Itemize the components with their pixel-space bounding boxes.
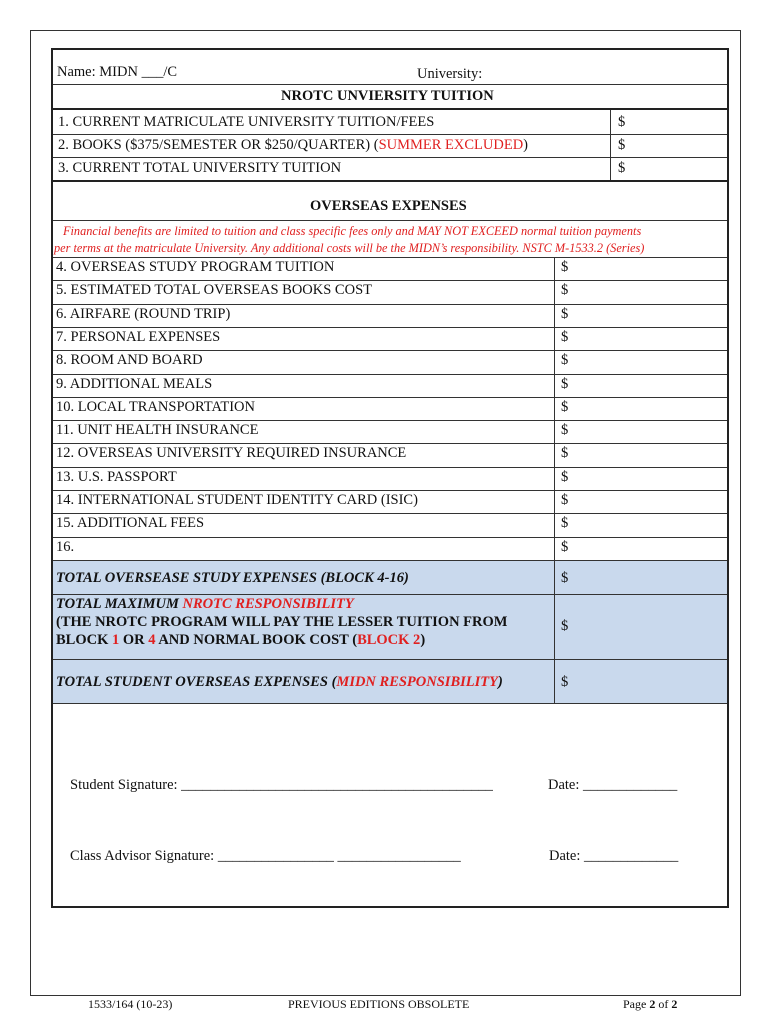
expense-row-amount[interactable]: $	[561, 282, 569, 299]
expense-row-label: 6. AIRFARE (ROUND TRIP)	[56, 305, 231, 322]
expense-row-label: 16.	[56, 538, 75, 555]
expense-row-label: 15. ADDITIONAL FEES	[56, 515, 205, 532]
column-divider	[554, 560, 555, 703]
benefit-notice-line-1: Financial benefits are limited to tuition and class specific fees only and MAY NOT EXCEED normal tuition payments	[63, 224, 642, 238]
divider	[53, 134, 727, 135]
expense-row-amount[interactable]: $	[561, 352, 569, 369]
tuition-row-1-label: 1. CURRENT MATRICULATE UNIVERSITY TUITION/FEES	[58, 114, 435, 130]
divider	[53, 490, 727, 491]
column-divider	[554, 257, 555, 560]
total-overseas-amount[interactable]: $	[561, 570, 569, 586]
university-field-label: University:	[417, 66, 483, 82]
benefit-notice-line-2: per terms at the matriculate University. Any additional costs will be the MIDN’s responsibility. NSTC M-1533.2 (Series)	[54, 241, 645, 255]
divider	[53, 180, 727, 182]
expense-row-amount[interactable]: $	[561, 515, 569, 532]
expense-row-amount[interactable]: $	[561, 398, 569, 415]
expense-row-amount[interactable]: $	[561, 422, 569, 439]
expense-row-amount[interactable]: $	[561, 259, 569, 275]
expense-row-label: 4. OVERSEAS STUDY PROGRAM TUITION	[56, 259, 335, 275]
expense-row-label: 14. INTERNATIONAL STUDENT IDENTITY CARD (ISIC)	[56, 492, 418, 508]
divider	[53, 703, 727, 704]
obsolete-notice: PREVIOUS EDITIONS OBSOLETE	[288, 997, 470, 1011]
expense-row-label: 13. U.S. PASSPORT	[56, 468, 177, 485]
total-max-label: TOTAL MAXIMUM NROTC RESPONSIBILITY	[56, 596, 354, 612]
student-date-field[interactable]: Date: _____________	[548, 777, 678, 793]
divider	[53, 659, 727, 660]
tuition-row-3-label: 3. CURRENT TOTAL UNIVERSITY TUITION	[58, 160, 342, 176]
expense-row-amount[interactable]: $	[561, 468, 569, 485]
divider	[53, 420, 727, 421]
expense-row-label: 7. PERSONAL EXPENSES	[56, 328, 221, 345]
expense-row-amount[interactable]: $	[561, 492, 569, 508]
expense-row-label: 10. LOCAL TRANSPORTATION	[56, 398, 255, 415]
total-max-blocks: BLOCK 1 OR 4 AND NORMAL BOOK COST (BLOCK 2)	[56, 632, 426, 648]
tuition-row-2-amount[interactable]: $	[618, 137, 626, 153]
divider	[53, 280, 727, 281]
divider	[53, 513, 727, 514]
divider	[53, 327, 727, 328]
divider	[53, 374, 727, 375]
total-overseas-label: TOTAL OVERSEASE STUDY EXPENSES (BLOCK 4-16)	[56, 570, 409, 586]
divider	[53, 157, 727, 158]
tuition-form	[51, 48, 729, 908]
divider	[53, 350, 727, 351]
divider	[53, 443, 727, 444]
column-divider	[610, 110, 611, 180]
advisor-date-field[interactable]: Date: _____________	[549, 848, 679, 864]
total-max-explanation: (THE NROTC PROGRAM WILL PAY THE LESSER TUITION FROM	[56, 614, 508, 630]
advisor-signature-field[interactable]: Class Advisor Signature: ________________ _________________	[70, 848, 461, 864]
divider	[53, 84, 727, 85]
summer-excluded-note: SUMMER EXCLUDED	[378, 137, 524, 153]
divider	[53, 397, 727, 398]
divider	[53, 220, 727, 221]
divider	[53, 560, 727, 561]
divider	[53, 108, 727, 110]
tuition-row-3-amount[interactable]: $	[618, 160, 626, 176]
form-number: 1533/164 (10-23)	[88, 997, 173, 1011]
divider	[53, 304, 727, 305]
expense-row-label: 5. ESTIMATED TOTAL OVERSEAS BOOKS COST	[56, 282, 372, 299]
expense-row-label: 11. UNIT HEALTH INSURANCE	[56, 422, 259, 439]
expense-row-amount[interactable]: $	[561, 538, 569, 555]
expense-row-label: 12. OVERSEAS UNIVERSITY REQUIRED INSURANCE	[56, 445, 407, 462]
student-signature-field[interactable]: Student Signature: ___________________________________________	[70, 777, 493, 793]
total-student-label: TOTAL STUDENT OVERSEAS EXPENSES (MIDN RESPONSIBILITY)	[56, 674, 503, 690]
name-field-label: Name: MIDN ___/C	[57, 64, 178, 80]
expense-row-label: 8. ROOM AND BOARD	[56, 352, 203, 369]
total-max-amount[interactable]: $	[561, 618, 569, 634]
tuition-row-2-label: 2. BOOKS ($375/SEMESTER OR $250/QUARTER) (SUMMER EXCLUDED)	[58, 137, 529, 153]
page-number: Page 2 of 2	[623, 997, 678, 1011]
expense-row-amount[interactable]: $	[561, 328, 569, 345]
expense-row-amount[interactable]: $	[561, 375, 569, 392]
divider	[53, 537, 727, 538]
section-title-overseas: OVERSEAS EXPENSES	[310, 198, 467, 214]
section-title-tuition: NROTC UNVIERSITY TUITION	[281, 88, 494, 104]
divider	[53, 257, 727, 258]
expense-row-amount[interactable]: $	[561, 305, 569, 322]
tuition-row-1-amount[interactable]: $	[618, 114, 626, 130]
expense-row-label: 9. ADDITIONAL MEALS	[56, 375, 213, 392]
divider	[53, 467, 727, 468]
divider	[53, 594, 727, 595]
expense-row-amount[interactable]: $	[561, 445, 569, 462]
total-student-amount[interactable]: $	[561, 674, 569, 690]
